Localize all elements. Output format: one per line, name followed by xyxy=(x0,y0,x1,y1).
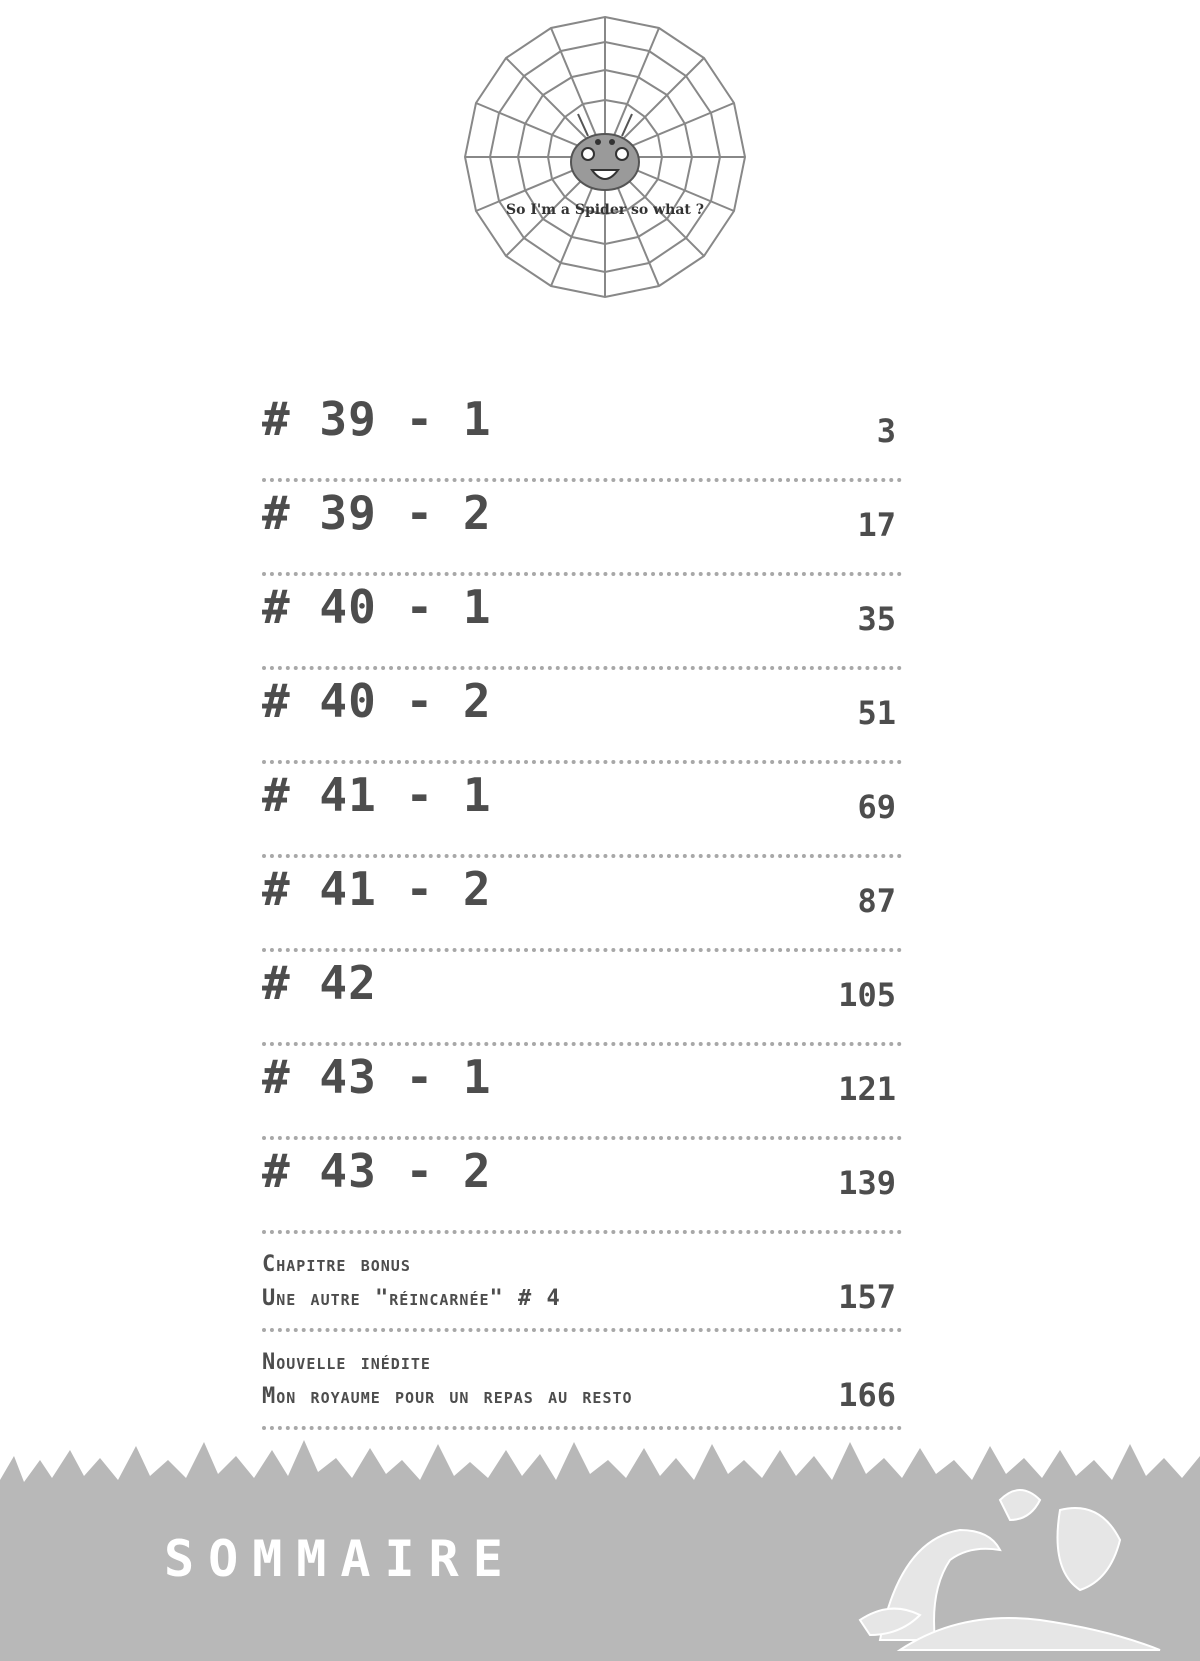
chapter-number: # 41 - 2 xyxy=(262,862,492,916)
spider-web-icon xyxy=(460,12,750,302)
footer-band xyxy=(0,1420,1200,1661)
bonus-title: Une autre "réincarnée" # 4 xyxy=(262,1286,561,1311)
chapter-number: # 40 - 2 xyxy=(262,674,492,728)
chapter-number: # 43 - 2 xyxy=(262,1144,492,1198)
toc-entry[interactable] xyxy=(262,670,902,764)
toc-entry[interactable] xyxy=(262,1140,902,1234)
chapter-number: # 39 - 1 xyxy=(262,392,492,446)
page-number: 3 xyxy=(876,412,896,450)
page-number: 166 xyxy=(838,1376,896,1414)
chapter-number: # 43 - 1 xyxy=(262,1050,492,1104)
page-number: 51 xyxy=(857,694,896,732)
chapter-number: # 42 xyxy=(262,956,377,1010)
novel-title: Mon royaume pour un repas au resto xyxy=(262,1384,633,1409)
toc-entry[interactable] xyxy=(262,576,902,670)
chapter-number: # 39 - 2 xyxy=(262,486,492,540)
page-number: 87 xyxy=(857,882,896,920)
page-number: 69 xyxy=(857,788,896,826)
toc-entry[interactable] xyxy=(262,952,902,1046)
footer-title: SOMMAIRE xyxy=(164,1530,517,1588)
chapter-number: # 40 - 1 xyxy=(262,580,492,634)
table-of-contents xyxy=(262,388,902,1430)
toc-entry-bonus[interactable] xyxy=(262,1234,902,1332)
toc-entry[interactable] xyxy=(262,482,902,576)
page-number: 139 xyxy=(838,1164,896,1202)
page-number: 35 xyxy=(857,600,896,638)
page-number: 105 xyxy=(838,976,896,1014)
logo-caption: So I'm a Spider so what ? xyxy=(506,202,704,218)
toc-entry[interactable] xyxy=(262,858,902,952)
bonus-label: Chapitre bonus xyxy=(262,1252,411,1277)
toc-entry[interactable] xyxy=(262,388,902,482)
toc-entry[interactable] xyxy=(262,1046,902,1140)
page-number: 157 xyxy=(838,1278,896,1316)
toc-entry-novel[interactable] xyxy=(262,1332,902,1430)
toc-entry[interactable] xyxy=(262,764,902,858)
spider-web-logo xyxy=(460,12,750,302)
novel-label: Nouvelle inédite xyxy=(262,1350,431,1375)
chapter-number: # 41 - 1 xyxy=(262,768,492,822)
page-number: 17 xyxy=(857,506,896,544)
page-number: 121 xyxy=(838,1070,896,1108)
